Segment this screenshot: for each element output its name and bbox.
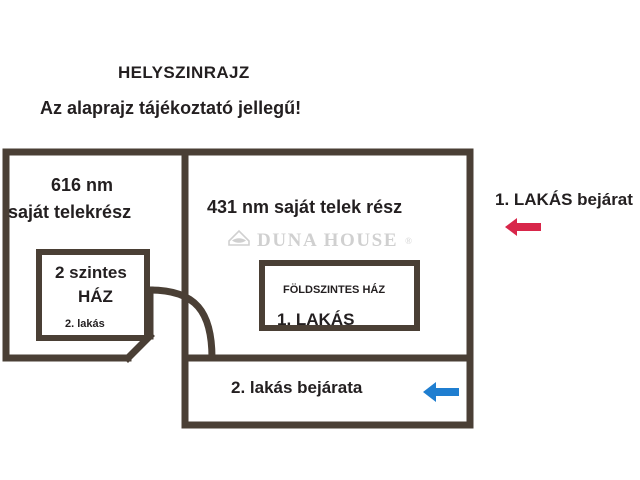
watermark-text: DUNA HOUSE — [257, 229, 399, 251]
page-title: HELYSZINRAJZ — [118, 63, 250, 82]
left-building-label-line2: HÁZ — [78, 287, 113, 306]
flat1-entrance-label: 1. LAKÁS bejárat — [495, 190, 633, 209]
right-building-caption: FÖLDSZINTES HÁZ — [283, 284, 386, 296]
arrow-left-blue-icon — [421, 380, 461, 409]
left-plot-area-line2: saját telekrész — [8, 202, 132, 222]
left-building-label-line1: 2 szintes — [55, 263, 127, 282]
right-plot-area: 431 nm saját telek rész — [207, 197, 403, 217]
left-plot-area-line1: 616 nm — [51, 175, 114, 195]
arrow-left-red-icon — [503, 216, 543, 243]
page-subtitle: Az alaprajz tájékoztató jellegű! — [40, 98, 302, 118]
right-building-label: 1. LAKÁS — [277, 310, 355, 329]
watermark-registered-mark: ® — [405, 235, 412, 246]
left-building-caption: 2. lakás — [65, 318, 105, 330]
flat2-entrance-label: 2. lakás bejárata — [231, 378, 363, 397]
